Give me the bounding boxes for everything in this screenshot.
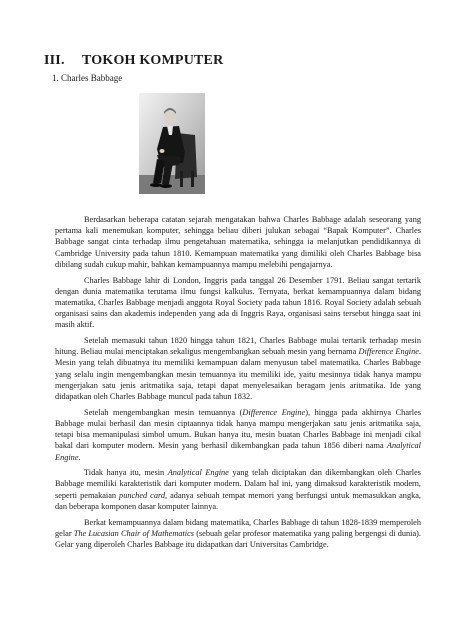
section-number: III. [44, 53, 65, 68]
paragraph-2: Charles Babbage lahir di London, Inggris pada tanggal 26 Desember 1791. Beliau sangat tertarik dengan dunia matematika terutama ilmu fungsi kalkulus. Ternyata, berkat kemampuannya dalam bidang matematika, Charles Babbage menjadi anggota Royal Society pada tahun 1816. Royal Society adalah sebuah organisasi sains dan akademis independen yang ada di Inggris Raya, organisasi sains tersebut hingga saat ini masih aktif. [55, 275, 421, 330]
portrait-photo-icon [139, 93, 205, 194]
paragraph-5: Tidak hanya itu, mesin Analytical Engine yang telah diciptakan dan dikembangkan oleh Charles Babbage memiliki karakteristik dari komputer modern. Dalam hal ini, yang dimaksud karakteristik modern, seperti pemakaian punched card, adanya sebuah tempat memori yang berfungsi untuk memasukkan angka, dan beberapa komponen dasar komputer lainnya. [55, 468, 421, 511]
paragraph-3: Setelah memasuki tahun 1820 hingga tahun 1821, Charles Babbage mulai tertarik terhadap mesin hitung. Beliau mulai menciptakan sekaligus mengembangkan sebuah mesin yang bernama Difference Engine. Mesin yang telah dibuatnya itu memiliki kemampuan dalam menyusun tabel matematika. Charles Babbage yang selalu ingin mengembangkan mesin temuannya itu memiliki ide, yaitu mesinnya tidak hanya mampu mengerjakan satu jenis aritmatika saja, tetapi dapat menyelesaikan beragam jenis aritmatika. Ide yang didapatkan oleh Charles Babbage muncul pada tahun 1832. [55, 336, 421, 402]
paragraph-6: Berkat kemampuannya dalam bidang matematika, Charles Babbage di tahun 1828-1839 memperoleh gelar The Lucasian Chair of Mathematics (sebuah gelar profesor matematika yang paling bergengsi di dunia). Gelar yang diperoleh Charles Babbage itu didapatkan dari Universitas Cambridge. [55, 517, 422, 549]
article-body [55, 214, 421, 555]
paragraph-1: Berdasarkan beberapa catatan sejarah mengatakan bahwa Charles Babbage adalah seseorang yang pertama kali menemukan komputer, sehingga beliau diberi julukan sebagai “Bapak Komputer”. Charles Babbage sangat cinta terhadap ilmu pengetahuan matematika, sehingga ia melanjutkan pendidikannya di Cambridge University pada tahun 1810. Kemampuan matematika yang dimiliki oleh Charles Babbage bisa dibilang sudah cukup mahir, bahkan kemampuannya mampu melebihi pengajarnya. [55, 215, 421, 269]
section-heading [44, 53, 223, 69]
paragraph-4: Setelah mengembangkan mesin temuannya (Difference Engine), hingga pada akhirnya Charles Babbage mulai berhasil dan mesin ciptaannya tidak hanya mampu mengerjakan satu jenis aritmatika saja, tetapi bisa memanipulasi simbol umum. Bukan hanya itu, mesin buatan Charles Babbage ini menjadi cikal bakal dari komputer modern. Mesin yang berhasil dikembangkan pada tahun 1856 diberi nama Analytical Engine. [55, 407, 421, 462]
section-title: TOKOH KOMPUTER [82, 53, 224, 68]
subsection-title: 1. Charles Babbage [52, 73, 123, 83]
